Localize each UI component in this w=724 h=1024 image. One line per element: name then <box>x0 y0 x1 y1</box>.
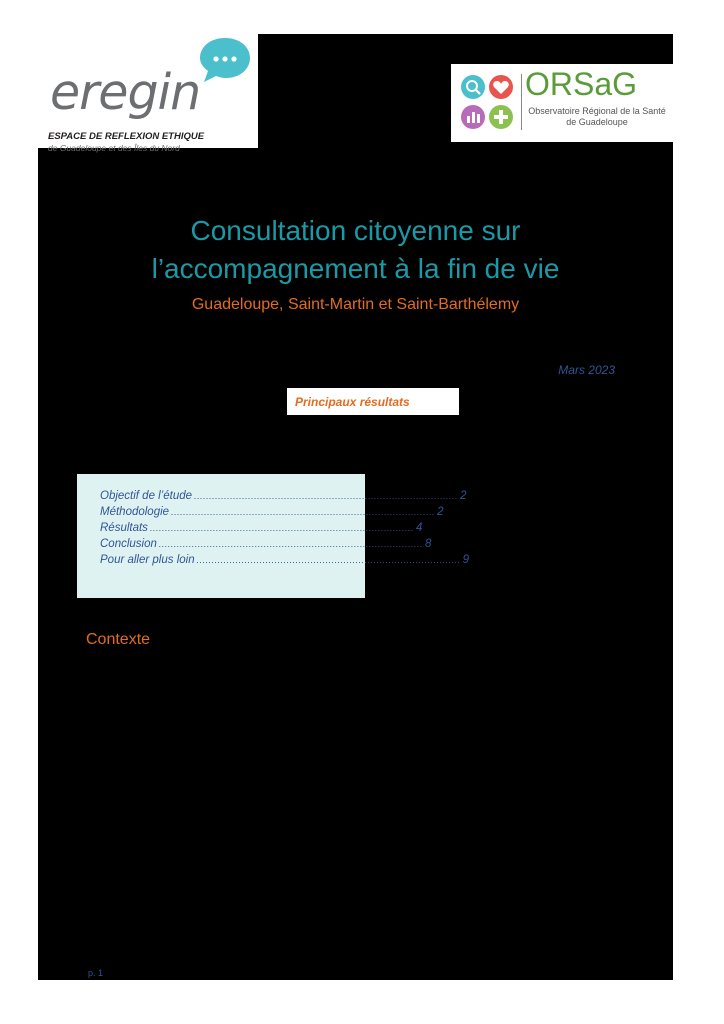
toc-entry[interactable] <box>100 490 467 506</box>
title-line-1: Consultation citoyenne sur <box>190 215 521 246</box>
toc-entry-page: 9 <box>462 554 470 566</box>
toc-leader-dots: ........................................................................................ <box>149 523 414 533</box>
toc-entry-title: Conclusion <box>100 538 157 550</box>
document-subtitle: Guadeloupe, Saint-Martin et Saint-Barthélemy <box>191 296 520 313</box>
orsag-subtitle <box>523 106 671 128</box>
speech-bubble-icon <box>198 36 252 84</box>
toc-entry[interactable] <box>100 554 470 570</box>
toc-entry-page: 2 <box>460 490 467 502</box>
toc-entry[interactable] <box>100 522 423 538</box>
toc-entry[interactable] <box>100 506 444 522</box>
logo-divider <box>521 74 522 130</box>
eregin-logo <box>38 34 258 153</box>
health-icons <box>459 72 517 134</box>
section-heading-contexte: Contexte <box>86 631 151 648</box>
orsag-subtitle-line2: de Guadeloupe <box>566 117 628 127</box>
toc-leader-dots: ........................................................................................ <box>194 491 459 501</box>
toc-entry-page: 4 <box>415 522 423 534</box>
orsag-wordmark: ORSaG <box>525 66 638 102</box>
orsag-logo <box>451 64 673 142</box>
eregin-wordmark: eregin <box>50 64 201 121</box>
document-title <box>38 212 673 288</box>
toc-list <box>100 490 470 570</box>
toc-entry-page: 8 <box>424 538 432 550</box>
toc-leader-dots: ........................................................................................ <box>171 507 436 517</box>
results-banner <box>287 388 459 415</box>
toc-entry-page: 2 <box>437 506 444 518</box>
eregin-tagline: ESPACE DE REFLEXION ETHIQUE <box>48 131 205 142</box>
toc-entry-title: Résultats <box>100 522 148 534</box>
toc-entry-title: Méthodologie <box>100 506 170 518</box>
page-number: p. 1 <box>88 968 104 978</box>
document-page <box>38 34 673 980</box>
title-line-2: l’accompagnement à la fin de vie <box>151 253 560 284</box>
toc-leader-dots: ........................................................................................ <box>196 555 461 565</box>
toc-leader-dots: ........................................................................................ <box>158 539 423 549</box>
publication-date: Mars 2023 <box>558 363 615 377</box>
table-of-contents <box>77 474 470 598</box>
orsag-subtitle-line1: Observatoire Régional de la Santé <box>528 106 666 116</box>
toc-entry[interactable] <box>100 538 432 554</box>
eregin-subtitle: de Guadeloupe et des Îles du Nord <box>48 143 180 153</box>
toc-entry-title: Pour aller plus loin <box>100 554 195 566</box>
results-label: Principaux résultats <box>295 395 410 409</box>
toc-entry-title: Objectif de l’étude <box>100 490 193 502</box>
